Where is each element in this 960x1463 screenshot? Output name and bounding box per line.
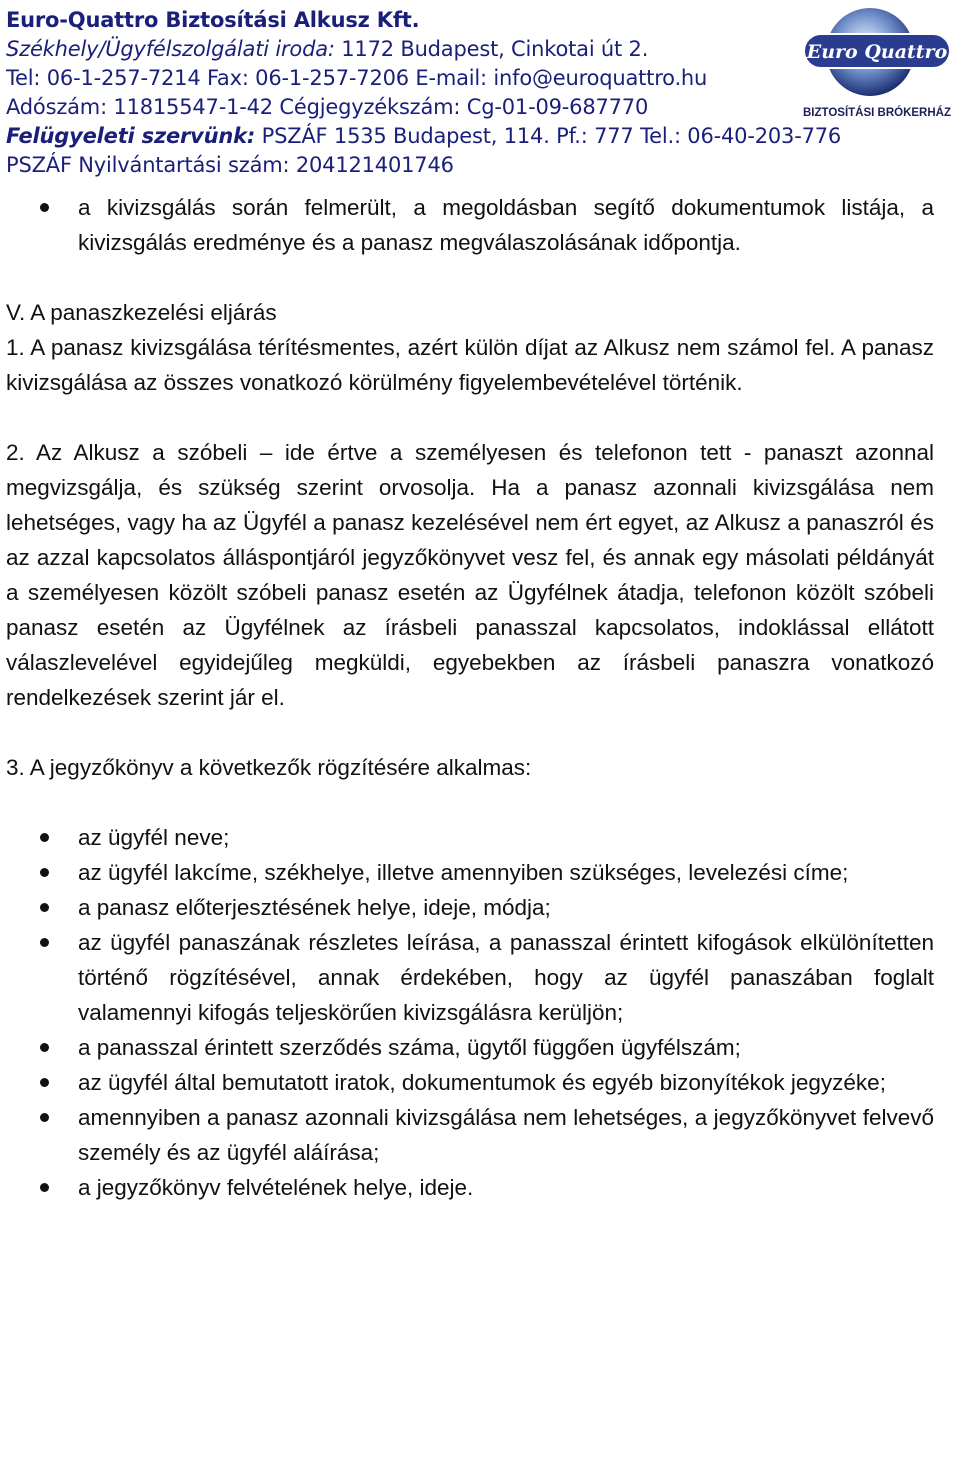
supervisor-line	[6, 122, 842, 151]
list-item: az ügyfél neve;	[6, 820, 934, 855]
paragraph-3: 3. A jegyzőkönyv a következők rögzítésére alkalmas:	[6, 755, 532, 780]
paragraph-1: 1. A panasz kivizsgálása térítésmentes, azért külön díjat az Alkusz nem számol fel. A panasz kivizsgálása az összes vonatkozó körülmény figyelembevételével történik.	[6, 335, 934, 395]
bullet-icon	[40, 903, 49, 912]
list-item: a jegyzőkönyv felvételének helye, ideje.	[6, 1170, 934, 1205]
record-items-list	[6, 820, 934, 1205]
company-logo	[802, 4, 952, 122]
supervisor-label: Felügyeleti szervünk:	[6, 124, 256, 148]
bullet-icon	[40, 203, 49, 212]
address-value: 1172 Budapest, Cinkotai út 2.	[334, 37, 649, 61]
supervisor-value: PSZÁF 1535 Budapest, 114. Pf.: 777 Tel.: 06-40-203-776	[255, 124, 842, 148]
bullet-icon	[40, 1113, 49, 1122]
address-line	[6, 35, 796, 64]
list-item: amennyiben a panasz azonnali kivizsgálása nem lehetséges, a jegyzőkönyvet felvevő személy és az ügyfél aláírása;	[6, 1100, 934, 1170]
top-bullet-list	[6, 190, 934, 260]
paragraph-2: 2. Az Alkusz a szóbeli – ide értve a személyesen és telefonon tett - panaszt azonnal megvizsgálja, és szükség szerint orvosolja. Ha a panasz azonnali kivizsgálása nem lehetséges, vagy ha az Ügyfél a panasz kezelésével nem ért egyet, az Alkusz a panaszról és az azzal kapcsolatos álláspontjáról jegyzőkönyvet vesz fel, és annak egy másolati példányát a személyesen közölt szóbeli panasz esetén az Ügyfélnek átadja, telefonon közölt szóbeli panasz esetén az Ügyfélnek az írásbeli panasszal kapcsolatos, indoklással ellátott válaszlevelével egyidejűleg megküldi, egyebekben az írásbeli panaszra vonatkozó rendelkezések szerint jár el.	[6, 440, 934, 710]
bullet-icon	[40, 938, 49, 947]
list-item: a kivizsgálás során felmerült, a megoldásban segítő dokumentumok listája, a kivizsgálás eredménye és a panasz megválaszolásának időpontja.	[6, 190, 934, 260]
document-body	[6, 190, 934, 1205]
bullet-icon	[40, 868, 49, 877]
contact-line: Tel: 06-1-257-7214 Fax: 06-1-257-7206 E-mail: info@euroquattro.hu	[6, 66, 708, 90]
registry-line: PSZÁF Nyilvántartási szám: 204121401746	[6, 153, 454, 177]
logo-tagline: BIZTOSÍTÁSI BRÓKERHÁZ	[802, 107, 952, 119]
address-label: Székhely/Ügyfélszolgálati iroda:	[6, 37, 335, 61]
letterhead	[6, 6, 842, 180]
list-item: a panasz előterjesztésének helye, ideje, módja;	[6, 890, 934, 925]
list-item: az ügyfél panaszának részletes leírása, a panasszal érintett kifogások elkülönítetten történő rögzítésével, annak érdekében, hogy az ügyfél panaszában foglalt valamennyi kifogás teljeskörűen kivizsgálásra kerüljön;	[6, 925, 934, 1030]
list-item: az ügyfél által bemutatott iratok, dokumentumok és egyéb bizonyítékok jegyzéke;	[6, 1065, 934, 1100]
logo-brand: Euro Quattro	[806, 41, 948, 63]
section-title: V. A panaszkezelési eljárás	[6, 300, 277, 325]
bullet-icon	[40, 833, 49, 842]
bullet-icon	[40, 1078, 49, 1087]
list-item: a panasszal érintett szerződés száma, ügytől függően ügyfélszám;	[6, 1030, 934, 1065]
bullet-icon	[40, 1043, 49, 1052]
list-item: az ügyfél lakcíme, székhelye, illetve amennyiben szükséges, levelezési címe;	[6, 855, 934, 890]
bullet-icon	[40, 1183, 49, 1192]
tax-line: Adószám: 11815547-1-42 Cégjegyzékszám: Cg-01-09-687770	[6, 95, 649, 119]
company-name: Euro-Quattro Biztosítási Alkusz Kft.	[6, 8, 420, 32]
